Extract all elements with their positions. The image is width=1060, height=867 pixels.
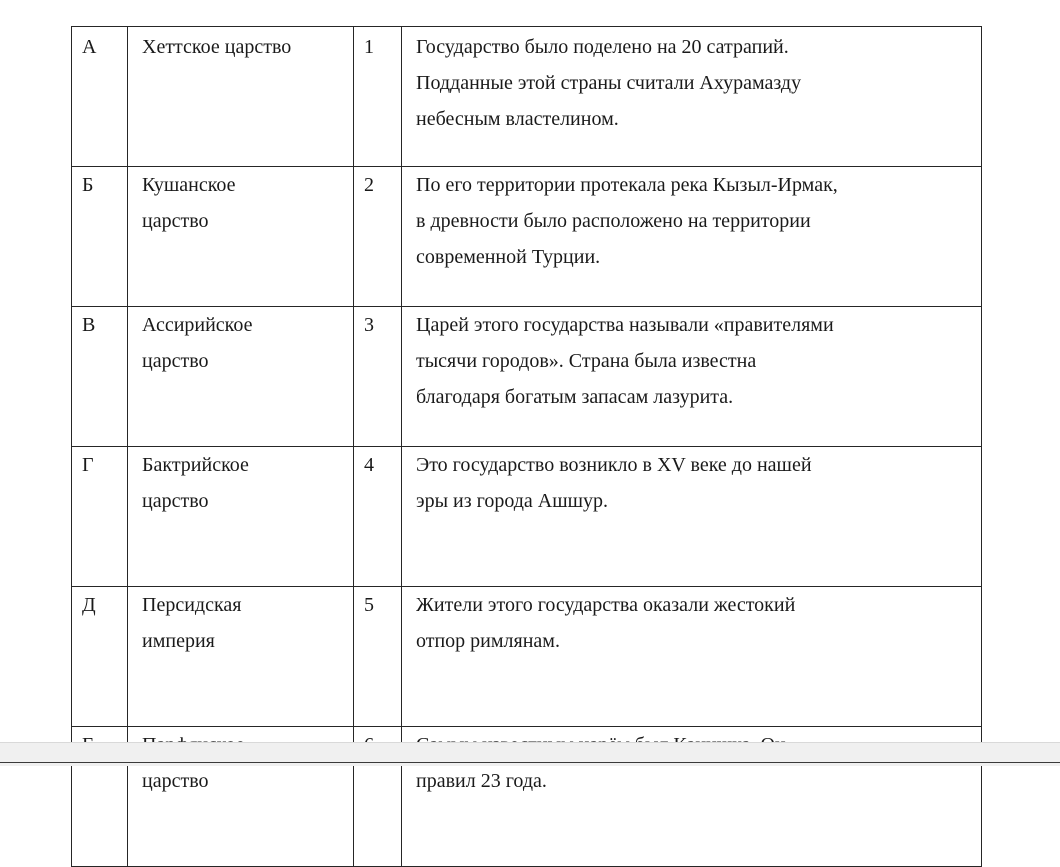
number-cell <box>354 447 402 587</box>
table-row <box>72 307 982 447</box>
row-number: 3 <box>364 314 374 336</box>
state-description: Это государство возникло в XV веке до нашей эры из города Ашшур. <box>416 454 812 512</box>
row-number: 4 <box>364 454 374 476</box>
number-cell <box>354 167 402 307</box>
description-cell <box>402 447 982 587</box>
number-cell <box>354 27 402 167</box>
letter-cell <box>72 447 128 587</box>
state-cell <box>128 587 354 727</box>
row-letter: Д <box>82 594 96 616</box>
state-name: Кушанское царство <box>142 174 236 232</box>
state-description: Жители этого государства оказали жестокий отпор римлянам. <box>416 594 796 652</box>
letter-cell <box>72 307 128 447</box>
state-cell <box>128 27 354 167</box>
state-name: царство <box>142 770 209 792</box>
state-name: Ассирийское царство <box>142 314 253 372</box>
state-name: Хеттское царство <box>142 36 292 58</box>
row-letter: Г <box>82 454 94 476</box>
table-row <box>72 447 982 587</box>
table-row <box>72 167 982 307</box>
row-number: 2 <box>364 174 374 196</box>
description-cell <box>402 27 982 167</box>
state-description: Царей этого государства называли «правителями тысячи городов». Страна была известна благодаря богатым запасам лазурита. <box>416 314 834 408</box>
state-name: Персидская империя <box>142 594 242 652</box>
row-letter: А <box>82 36 97 58</box>
description-cell <box>402 307 982 447</box>
state-name: Бактрийское царство <box>142 454 249 512</box>
letter-cell <box>72 27 128 167</box>
description-cell <box>402 167 982 307</box>
letter-cell <box>72 167 128 307</box>
state-description: По его территории протекала река Кызыл-Ирмак, в древности было расположено на территории современной Турции. <box>416 174 838 268</box>
state-description: правил 23 года. <box>416 770 547 792</box>
state-cell <box>128 167 354 307</box>
document-page <box>71 26 981 792</box>
row-number: 5 <box>364 594 374 616</box>
number-cell <box>354 307 402 447</box>
bottom-divider <box>0 762 1060 763</box>
row-letter: В <box>82 314 96 336</box>
letter-cell <box>72 587 128 727</box>
row-number: 1 <box>364 36 374 58</box>
state-description: Государство было поделено на 20 сатрапий. Подданные этой страны считали Ахурамазду небесным властелином. <box>416 36 802 130</box>
table-row <box>72 587 982 727</box>
matching-table <box>71 26 982 867</box>
state-cell <box>128 307 354 447</box>
row-letter: Б <box>82 174 94 196</box>
number-cell <box>354 587 402 727</box>
table-row <box>72 27 982 167</box>
state-cell <box>128 447 354 587</box>
description-cell <box>402 587 982 727</box>
